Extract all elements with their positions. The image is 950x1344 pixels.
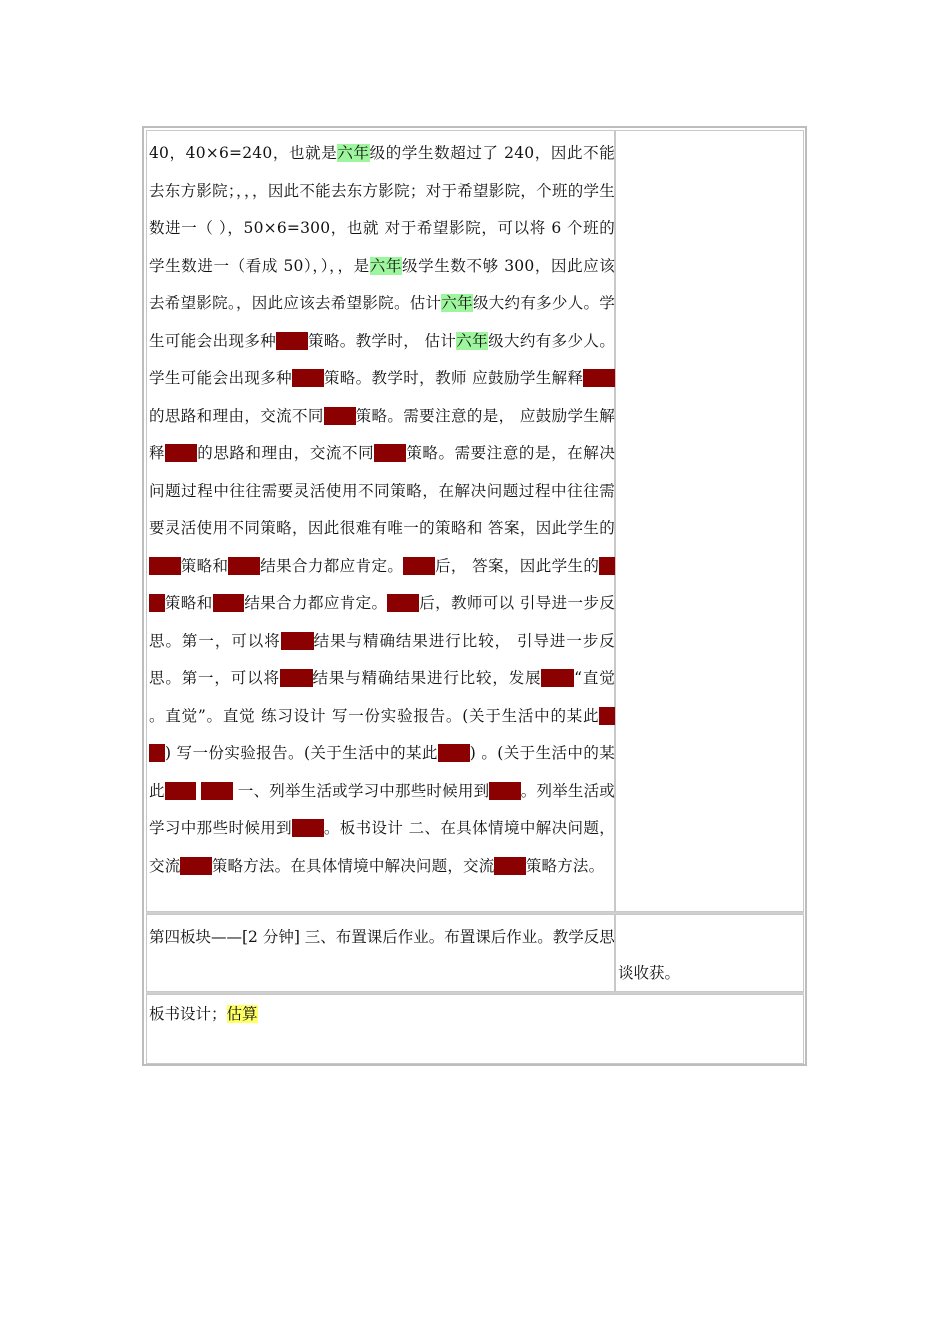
estimate-highlight: 估算 xyxy=(149,556,615,612)
estimate-highlight: 估算 xyxy=(323,406,356,425)
estimate-highlight: 估算 xyxy=(403,556,436,575)
reflection-text: 谈收获。 xyxy=(618,964,681,982)
estimate-highlight: 估算 xyxy=(228,556,261,575)
estimate-highlight: 估算 xyxy=(276,331,308,350)
estimate-highlight: 估算 xyxy=(180,856,212,875)
text-run: 。板书设计 二、在具体情境中解决问题，交流 xyxy=(149,819,615,875)
estimate-highlight: 估算 xyxy=(583,369,615,387)
text-run: 级大约有多少人。学生可能会出现多种 xyxy=(149,331,616,387)
estimate-highlight: 估算 xyxy=(437,744,470,762)
text-run: 级大约有多少人。学生可能会出现多种 xyxy=(149,294,615,350)
text-run: 后，教师可以 引导进一步反思。第一，可以将 xyxy=(149,594,616,650)
grade-highlight: 六年 xyxy=(441,294,473,312)
estimate-highlight: 估算 xyxy=(149,706,615,762)
board-design-line xyxy=(149,999,258,1029)
notes-cell xyxy=(615,130,804,912)
text-run: 策略和 xyxy=(164,594,213,612)
estimate-highlight: 估算 xyxy=(212,594,245,612)
estimate-highlight: 估算 xyxy=(149,556,181,575)
text-run: 结果合力都应肯定。 xyxy=(244,594,388,612)
text-run: 结果合力都应肯定。 xyxy=(260,556,404,575)
estimate-highlight: 估算 xyxy=(494,856,526,875)
board-design-highlight: 估算 xyxy=(226,1005,258,1023)
estimate-highlight: 估算 xyxy=(387,594,420,612)
grade-highlight: 六年 xyxy=(369,256,402,275)
module-four-cell xyxy=(146,914,615,992)
text-run: 策略和 xyxy=(180,556,229,575)
estimate-highlight: 估算 xyxy=(292,369,324,387)
estimate-highlight: 估算 xyxy=(489,781,521,800)
text-run: ) 写一份实验报告。(关于生活中的某此 xyxy=(164,744,438,762)
lesson-table xyxy=(142,126,807,1066)
text-run: 策略。需要注意的是， 应鼓励学生解释 xyxy=(149,406,615,462)
text-run: 结果与精确结果进行比较， 引导进一步反思。第一，可以将 xyxy=(149,631,615,687)
estimate-highlight: 估算 xyxy=(374,444,407,462)
estimate-highlight: 估算 xyxy=(280,631,314,650)
text-run: 的思路和理由，交流不同 xyxy=(149,406,324,425)
text-run: 后， 答案，因此学生的 xyxy=(435,556,600,575)
estimate-highlight: 估算 xyxy=(541,669,575,687)
text-run: 级的学生数超过了 240，因此不能去东方影院；，，，因此不能去东方影院；对于希望影院，个班的学生数进一（ ），50×6=300，也就 对于希望影院，可以将 6 个班的学生数进一（看成 50），），，是 xyxy=(149,144,616,275)
estimate-highlight: 估算 xyxy=(201,781,233,800)
grade-highlight: 六年 xyxy=(337,144,370,162)
text-run: 策略。教学时， 估计 xyxy=(307,331,457,350)
text-run: 策略。需要注意的是，在解决问题过程中往往需要灵活使用不同策略，在解决问题过程中往往需要灵活使用不同策略，因此很难有唯一的策略和 答案，因此学生的 xyxy=(149,444,616,537)
text-run: 结果与精确结果进行比较，发展 xyxy=(312,669,542,687)
text-run: 一、列举生活或学习中那些时候用到 xyxy=(232,781,490,800)
board-design-label: 板书设计； xyxy=(149,1005,227,1023)
text-run: ) 。(关于生活中的某此 xyxy=(149,744,615,800)
text-run: 策略方法。 xyxy=(525,856,605,875)
estimate-highlight: 估算 xyxy=(292,819,324,837)
text-run: “直觉 。直觉”。直觉 练习设计 写一份实验报告。(关于生活中的某此 xyxy=(149,669,615,725)
text-run: 。列举生活或学习中那些时候用到 xyxy=(149,781,616,837)
module-four-text: 第四板块——[2 分钟] 三、布置课后作业。布置课后作业。教学反思 xyxy=(149,928,615,946)
text-run: 的思路和理由，交流不同 xyxy=(197,444,375,462)
board-design-cell xyxy=(146,994,804,1064)
grade-highlight: 六年 xyxy=(456,331,489,350)
teaching-process-text xyxy=(149,135,615,885)
text-run: 策略方法。在具体情境中解决问题，交流 xyxy=(211,856,495,875)
teaching-process-cell xyxy=(146,130,615,912)
estimate-highlight: 估算 xyxy=(164,781,197,800)
text-run: 40，40×6=240，也就是 xyxy=(149,144,338,162)
text-run: 策略。教学时，教师 应鼓励学生解释 xyxy=(323,369,584,387)
reflection-cell xyxy=(615,914,804,992)
text-run: 级学生数不够 300，因此应该去希望影院。，因此应该去希望影院。估计 xyxy=(149,256,616,312)
estimate-highlight: 估算 xyxy=(165,444,198,462)
estimate-highlight: 估算 xyxy=(279,669,313,687)
